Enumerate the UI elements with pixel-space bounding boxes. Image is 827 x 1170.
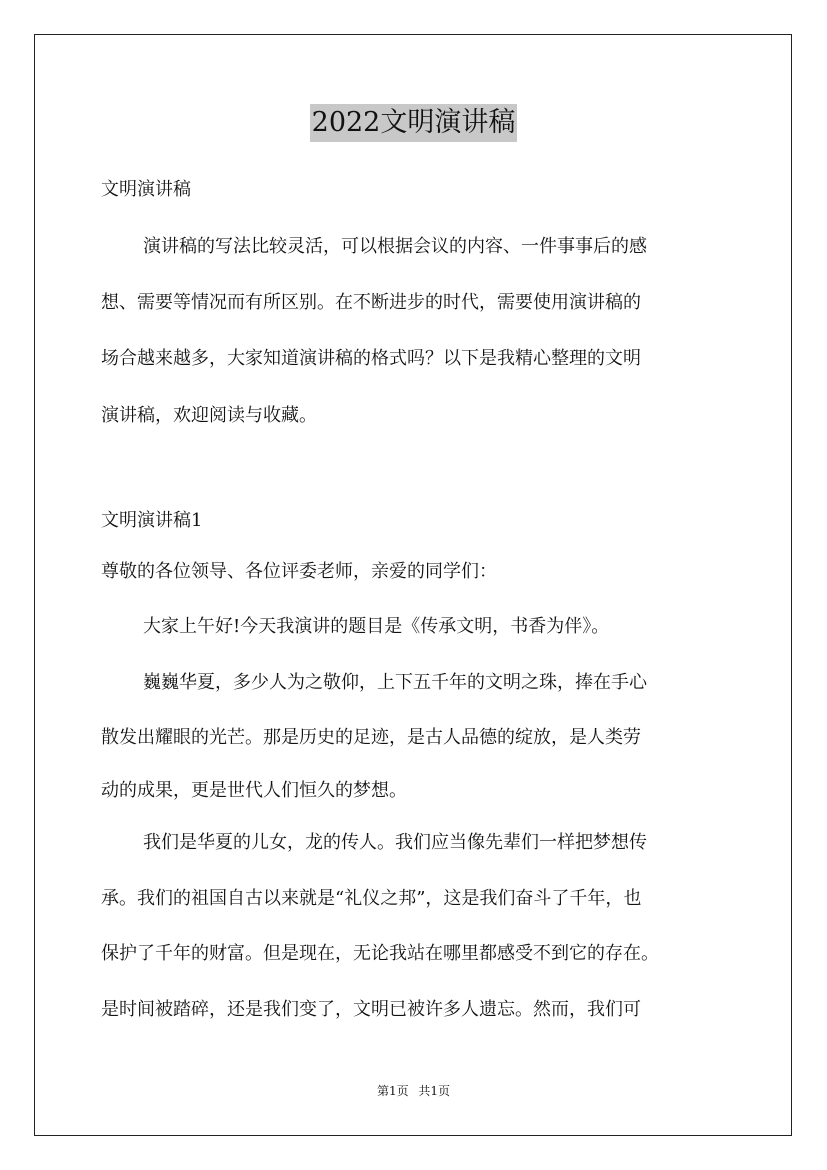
paragraph-line: 动的成果，更是世代人们恒久的梦想。	[101, 780, 407, 801]
paragraph-line: 散发出耀眼的光芒。那是历史的足迹，是古人品德的绽放，是人类劳	[101, 727, 641, 748]
paragraph-line: 大家上午好!今天我演讲的题目是《传承文明，书香为伴》。	[143, 616, 610, 637]
page-number-total: 共1页	[418, 1084, 451, 1098]
section-heading: 文明演讲稿1	[101, 510, 203, 531]
document-title: 2022文明演讲稿	[310, 104, 518, 142]
page-number-current: 第1页	[376, 1084, 409, 1098]
section-heading: 文明演讲稿	[101, 179, 191, 200]
paragraph-line: 巍巍华夏，多少人为之敬仰，上下五千年的文明之珠，捧在手心	[143, 672, 647, 693]
paragraph-line: 是时间被踏碎，还是我们变了，文明已被许多人遗忘。然而，我们可	[101, 999, 641, 1020]
paragraph-line: 场合越来越多，大家知道演讲稿的格式吗？以下是我精心整理的文明	[101, 348, 641, 369]
salutation-line: 尊敬的各位领导、各位评委老师，亲爱的同学们：	[101, 561, 497, 582]
page-footer	[0, 1083, 827, 1099]
paragraph-line: 想、需要等情况而有所区别。在不断进步的时代，需要使用演讲稿的	[101, 292, 641, 313]
paragraph-line: 我们是华夏的儿女，龙的传人。我们应当像先辈们一样把梦想传	[143, 832, 647, 853]
paragraph-line: 承。我们的祖国自古以来就是“礼仪之邦”，这是我们奋斗了千年，也	[101, 888, 642, 909]
paragraph-line: 演讲稿，欢迎阅读与收藏。	[101, 405, 317, 426]
title-container	[0, 104, 827, 142]
paragraph-line: 保护了千年的财富。但是现在，无论我站在哪里都感受不到它的存在。	[101, 943, 659, 964]
paragraph-line: 演讲稿的写法比较灵活，可以根据会议的内容、一件事事后的感	[143, 236, 647, 257]
